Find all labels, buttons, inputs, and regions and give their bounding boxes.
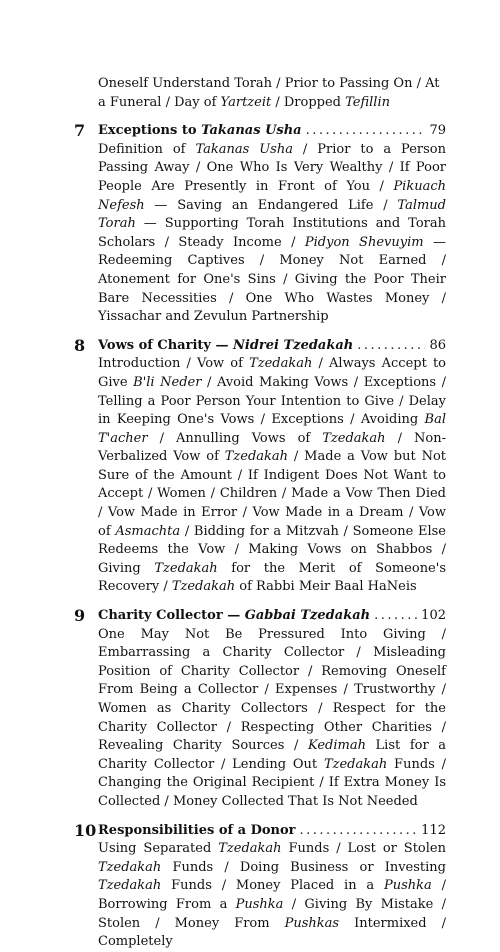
italic-term: Takanas Usha bbox=[201, 123, 302, 139]
text-segment: — Redeeming Captives / Money Not Earned / Atonement for One's Sins / Giving the Poor Their Bare Necessities / One Who Wastes Money / Yissachar and Zevulun Partnership bbox=[98, 234, 446, 325]
italic-term: Pushkas bbox=[284, 915, 340, 931]
chapter-entry bbox=[0, 337, 446, 597]
chapter-page-number: 86 bbox=[429, 337, 446, 353]
chapter-list bbox=[0, 122, 446, 952]
chapter-page-number: 79 bbox=[429, 123, 446, 139]
italic-term: Tefillin bbox=[345, 94, 390, 110]
dot-leader bbox=[357, 337, 425, 356]
text-segment: Funds / Changing the Original Recipient / If Extra Money Is Collected / Money Collected That Is Not Needed bbox=[98, 756, 447, 809]
italic-term: Yartzeit bbox=[220, 94, 272, 110]
text-segment: / Bidding for a Mitzvah / Someone Else Redeems the Vow / Making Vows on Shabbos / Giving bbox=[98, 523, 446, 576]
italic-term: Gabbai Tzedakah bbox=[244, 608, 371, 624]
italic-term: Takanas Usha bbox=[195, 141, 293, 157]
italic-term: Pushka bbox=[235, 896, 284, 912]
continuation-text bbox=[98, 75, 446, 112]
italic-term: Tzedakah bbox=[224, 449, 289, 465]
italic-term: Talmud Torah bbox=[98, 197, 446, 232]
italic-term: Pidyon Shevuyim bbox=[304, 234, 424, 250]
text-segment: Responsibilities of a Donor bbox=[98, 822, 296, 838]
chapter-topics bbox=[98, 141, 446, 327]
italic-term: Asmachta bbox=[115, 523, 181, 539]
dot-leader bbox=[299, 822, 417, 841]
chapter-heading bbox=[98, 122, 446, 141]
italic-term: Tzedakah bbox=[218, 841, 282, 857]
chapter-entry bbox=[0, 607, 446, 812]
italic-term: Tzedakah bbox=[323, 756, 388, 772]
text-segment: / Made a Vow but Not Sure of the Amount / If Indigent Does Not Want to Accept / Women / Children / Made a Vow Then Died / Vow Made in Error / Vow Made in a Dream / Vow of bbox=[98, 449, 446, 539]
text-segment: Intermixed / Completely bbox=[98, 915, 446, 950]
chapter-title bbox=[98, 122, 302, 141]
text-segment: Vows of Charity — bbox=[98, 337, 234, 353]
dot-leader bbox=[374, 607, 417, 626]
italic-term: Tzedakah bbox=[171, 579, 236, 595]
chapter-title bbox=[98, 822, 295, 841]
chapter-title bbox=[98, 607, 370, 626]
italic-term: Bal T'acher bbox=[98, 412, 446, 446]
text-segment: / Annulling Vows of bbox=[147, 430, 323, 446]
text-segment: Oneself Understand Torah / Prior to Passing On / At a Funeral / Day of bbox=[98, 76, 440, 110]
italic-term: Tzedakah bbox=[98, 859, 162, 875]
text-segment: Exceptions to bbox=[98, 123, 202, 139]
italic-term: Tzedakah bbox=[249, 356, 313, 372]
italic-term: Tzedakah bbox=[154, 560, 218, 576]
text-segment: Funds / Lost or Stolen bbox=[281, 841, 446, 857]
italic-term: Pushka bbox=[383, 878, 432, 894]
chapter-entry bbox=[0, 122, 446, 327]
text-segment: — Supporting Torah Institutions and Torah Scholars / Steady Income / bbox=[98, 216, 446, 250]
text-segment: / Borrowing From a bbox=[98, 878, 446, 912]
chapter-topics bbox=[98, 626, 446, 812]
text-segment: for the Merit of Someone's Recovery / bbox=[98, 560, 446, 595]
text-segment: of Rabbi Meir Baal HaNeis bbox=[235, 579, 417, 595]
chapter-number: 9 bbox=[74, 606, 86, 626]
text-segment: / Always Accept to Give bbox=[98, 356, 447, 390]
italic-term: B'li Neder bbox=[133, 374, 202, 390]
italic-term: Tzedakah bbox=[322, 430, 386, 446]
dot-leader bbox=[306, 122, 426, 141]
text-segment: Funds / Doing Business or Investing bbox=[161, 859, 446, 875]
text-segment: Using Separated bbox=[98, 841, 219, 857]
chapter-number: 10 bbox=[74, 820, 97, 840]
text-segment: / Dropped bbox=[271, 94, 346, 110]
italic-term: Pikuach Nefesh bbox=[98, 178, 446, 213]
text-segment: List for a Charity Collector / Lending Out bbox=[98, 738, 447, 772]
text-segment: One May Not Be Pressured Into Giving / Embarrassing a Charity Collector / Misleading Position of Charity Collector / Removing Oneself From Being a Collector / Expenses / Trustworthy / Women as Charity Collectors / Respect for the Charity Collector / Respecting Other Charities / Revealing Charity Sources / bbox=[98, 626, 446, 754]
text-segment: Funds / Money Placed in a bbox=[161, 878, 384, 894]
chapter-entry bbox=[0, 822, 446, 952]
italic-term: Tzedakah bbox=[98, 878, 162, 894]
text-segment: — Saving an Endangered Life / bbox=[144, 197, 398, 213]
text-segment: / Giving By Mistake / Stolen / Money From bbox=[98, 896, 446, 931]
chapter-heading bbox=[98, 607, 446, 626]
chapter-heading bbox=[98, 337, 446, 356]
text-segment: Definition of bbox=[98, 141, 196, 157]
italic-term: Nidrei Tzedakah bbox=[233, 337, 354, 353]
chapter-topics bbox=[98, 840, 446, 952]
italic-term: Kedimah bbox=[307, 738, 366, 754]
text-segment: / Non-Verbalized Vow of bbox=[98, 430, 446, 465]
text-segment: / Avoid Making Vows / Exceptions / Telling a Poor Person Your Intention to Give / Delay in Keeping One's Vows / Exceptions / Avoiding bbox=[98, 374, 447, 428]
chapter-number: 7 bbox=[74, 121, 86, 141]
text-segment: Introduction / Vow of bbox=[98, 356, 250, 372]
chapter-title bbox=[98, 337, 353, 356]
text-segment: Charity Collector — bbox=[98, 608, 245, 624]
chapter-page-number: 102 bbox=[421, 608, 446, 624]
chapter-page-number: 112 bbox=[421, 822, 446, 838]
chapter-topics bbox=[98, 355, 446, 597]
chapter-number: 8 bbox=[74, 335, 86, 355]
chapter-heading bbox=[98, 822, 446, 841]
text-segment: / Prior to a Person Passing Away / One Who Is Very Wealthy / If Poor People Are Presently in Front of You / bbox=[98, 141, 447, 194]
